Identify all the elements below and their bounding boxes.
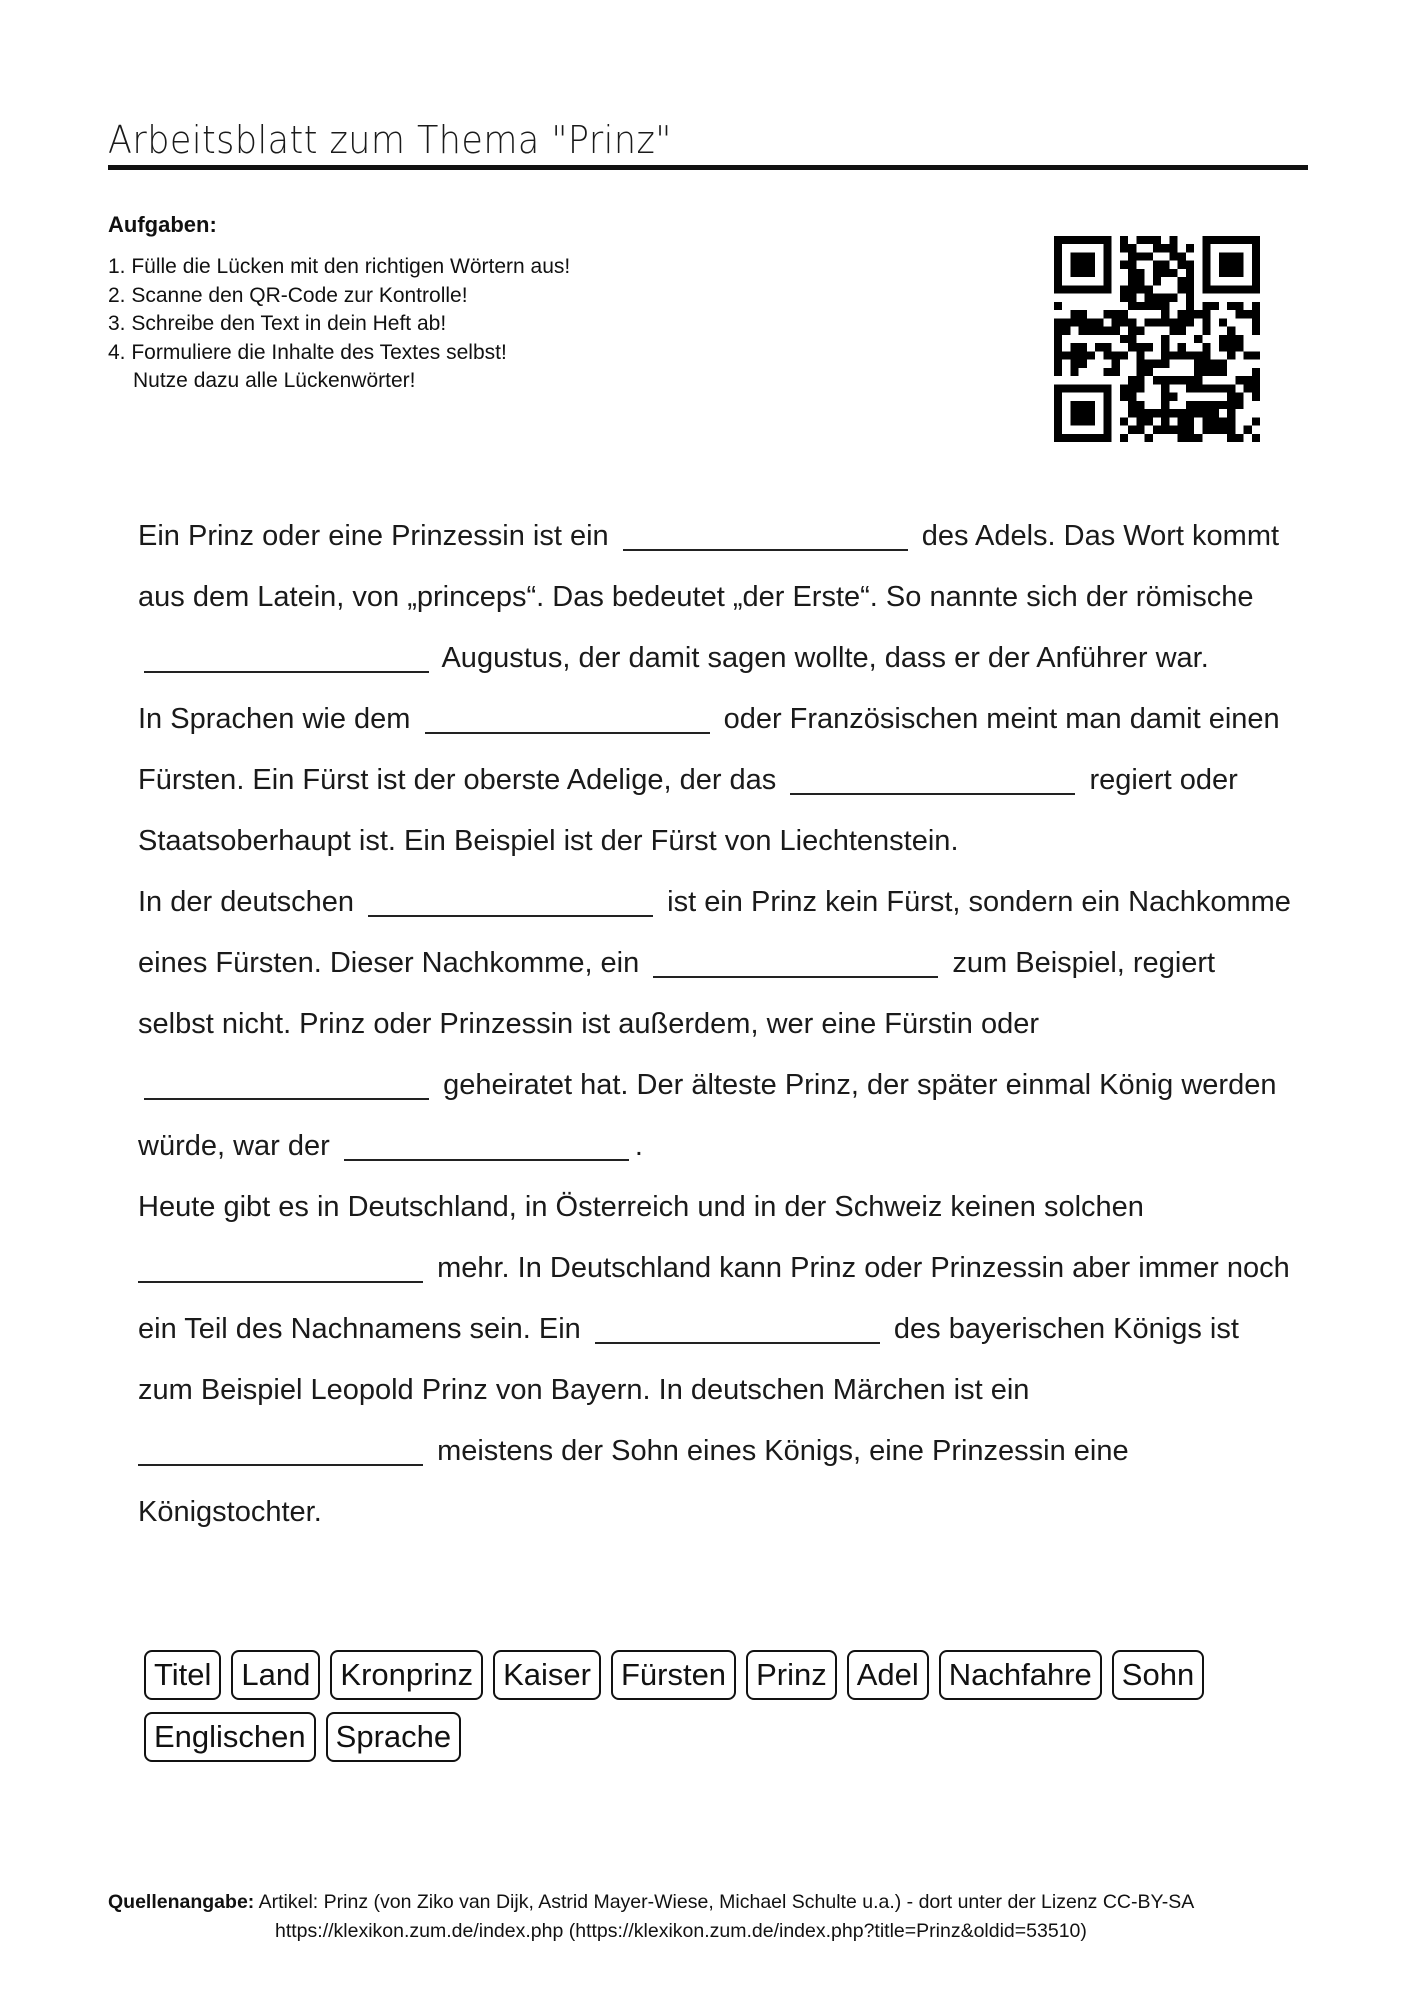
cloze-text-segment: geheiratet hat. Der älteste Prinz, der später einmal König werden würde, war der bbox=[138, 1069, 1277, 1162]
cloze-text-segment: In Sprachen wie dem bbox=[138, 703, 411, 735]
cloze-text bbox=[138, 506, 1298, 1543]
word-chip[interactable]: Prinz bbox=[746, 1650, 837, 1700]
cloze-blank[interactable] bbox=[138, 1460, 423, 1466]
cloze-text-segment: oder Französischen meint man damit einen Fürsten. Ein Fürst ist der oberste Adelige, der das bbox=[138, 703, 1280, 796]
word-chip[interactable]: Land bbox=[231, 1650, 320, 1700]
title-divider bbox=[108, 165, 1308, 170]
cloze-text-segment: des bayerischen Königs ist zum Beispiel Leopold Prinz von Bayern. In deutschen Märchen ist ein bbox=[138, 1313, 1239, 1406]
word-chip[interactable]: Kronprinz bbox=[330, 1650, 483, 1700]
task-item: 1. Fülle die Lücken mit den richtigen Wörtern aus! bbox=[108, 255, 571, 278]
cloze-text-segment: regiert oder Staatsoberhaupt ist. Ein Beispiel ist der Fürst von Liechtenstein. bbox=[138, 764, 1238, 857]
cloze-blank[interactable] bbox=[144, 1094, 429, 1100]
cloze-blank[interactable] bbox=[425, 728, 710, 734]
source-attribution bbox=[108, 1888, 1308, 1946]
word-chip[interactable]: Nachfahre bbox=[939, 1650, 1102, 1700]
cloze-blank[interactable] bbox=[144, 667, 429, 673]
word-chip[interactable]: Sprache bbox=[326, 1712, 461, 1762]
word-chip[interactable]: Sohn bbox=[1112, 1650, 1204, 1700]
cloze-blank[interactable] bbox=[138, 1277, 423, 1283]
cloze-text-segment: zum Beispiel, regiert selbst nicht. Prinz oder Prinzessin ist außerdem, wer eine Fürstin oder bbox=[138, 947, 1216, 1040]
task-item: 3. Schreibe den Text in dein Heft ab! bbox=[108, 312, 447, 335]
task-item-continuation: Nutze dazu alle Lückenwörter! bbox=[133, 369, 416, 392]
cloze-blank[interactable] bbox=[344, 1155, 629, 1161]
word-chip[interactable]: Kaiser bbox=[493, 1650, 601, 1700]
word-chip[interactable]: Englischen bbox=[144, 1712, 316, 1762]
cloze-text-segment: Ein Prinz oder eine Prinzessin ist ein bbox=[138, 520, 609, 552]
cloze-text-segment: . bbox=[634, 1130, 643, 1162]
cloze-text-segment: ist ein Prinz kein Fürst, sondern ein Nachkomme eines Fürsten. Dieser Nachkomme, ein bbox=[138, 886, 1291, 979]
word-bank bbox=[144, 1650, 1264, 1762]
cloze-blank[interactable] bbox=[368, 911, 653, 917]
cloze-paragraph bbox=[138, 689, 1298, 872]
source-text: Artikel: Prinz (von Ziko van Dijk, Astrid Mayer-Wiese, Michael Schulte u.a.) - dort unter der Lizenz CC-BY-SA bbox=[258, 1891, 1195, 1913]
cloze-text-segment: Augustus, der damit sagen wollte, dass er der Anführer war. bbox=[441, 642, 1209, 674]
qr-code-icon[interactable] bbox=[1054, 236, 1260, 442]
cloze-paragraph bbox=[138, 506, 1298, 689]
word-chip[interactable]: Fürsten bbox=[611, 1650, 736, 1700]
cloze-paragraph bbox=[138, 1177, 1298, 1543]
source-label: Quellenangabe: bbox=[108, 1891, 255, 1913]
cloze-text-segment: In der deutschen bbox=[138, 886, 355, 918]
tasks-heading: Aufgaben: bbox=[108, 212, 217, 237]
task-item: 4. Formuliere die Inhalte des Textes selbst! bbox=[108, 340, 507, 364]
cloze-blank[interactable] bbox=[623, 545, 908, 551]
page-title: Arbeitsblatt zum Thema "Prinz" bbox=[108, 118, 672, 162]
cloze-text-segment: des Adels. Das Wort kommt aus dem Latein, von „princeps“. Das bedeutet „der Erste“. So nannte sich der römische bbox=[138, 520, 1280, 613]
cloze-blank[interactable] bbox=[595, 1338, 880, 1344]
cloze-paragraph bbox=[138, 872, 1298, 1177]
source-link[interactable]: https://klexikon.zum.de/index.php (https://klexikon.zum.de/index.php?title=Prinz&oldid=53510) bbox=[275, 1920, 1087, 1942]
tasks-list bbox=[108, 253, 570, 396]
cloze-text-segment: mehr. In Deutschland kann Prinz oder Prinzessin aber immer noch ein Teil des Nachnamens sein. Ein bbox=[138, 1252, 1290, 1345]
cloze-blank[interactable] bbox=[790, 789, 1075, 795]
word-chip[interactable]: Titel bbox=[144, 1650, 221, 1700]
cloze-blank[interactable] bbox=[653, 972, 938, 978]
source-line bbox=[108, 1888, 1308, 1917]
task-item: 2. Scanne den QR-Code zur Kontrolle! bbox=[108, 283, 468, 307]
cloze-text-segment: meistens der Sohn eines Königs, eine Prinzessin eine Königstochter. bbox=[138, 1435, 1129, 1528]
word-chip[interactable]: Adel bbox=[847, 1650, 929, 1700]
cloze-text-segment: Heute gibt es in Deutschland, in Österreich und in der Schweiz keinen solchen bbox=[138, 1191, 1144, 1223]
